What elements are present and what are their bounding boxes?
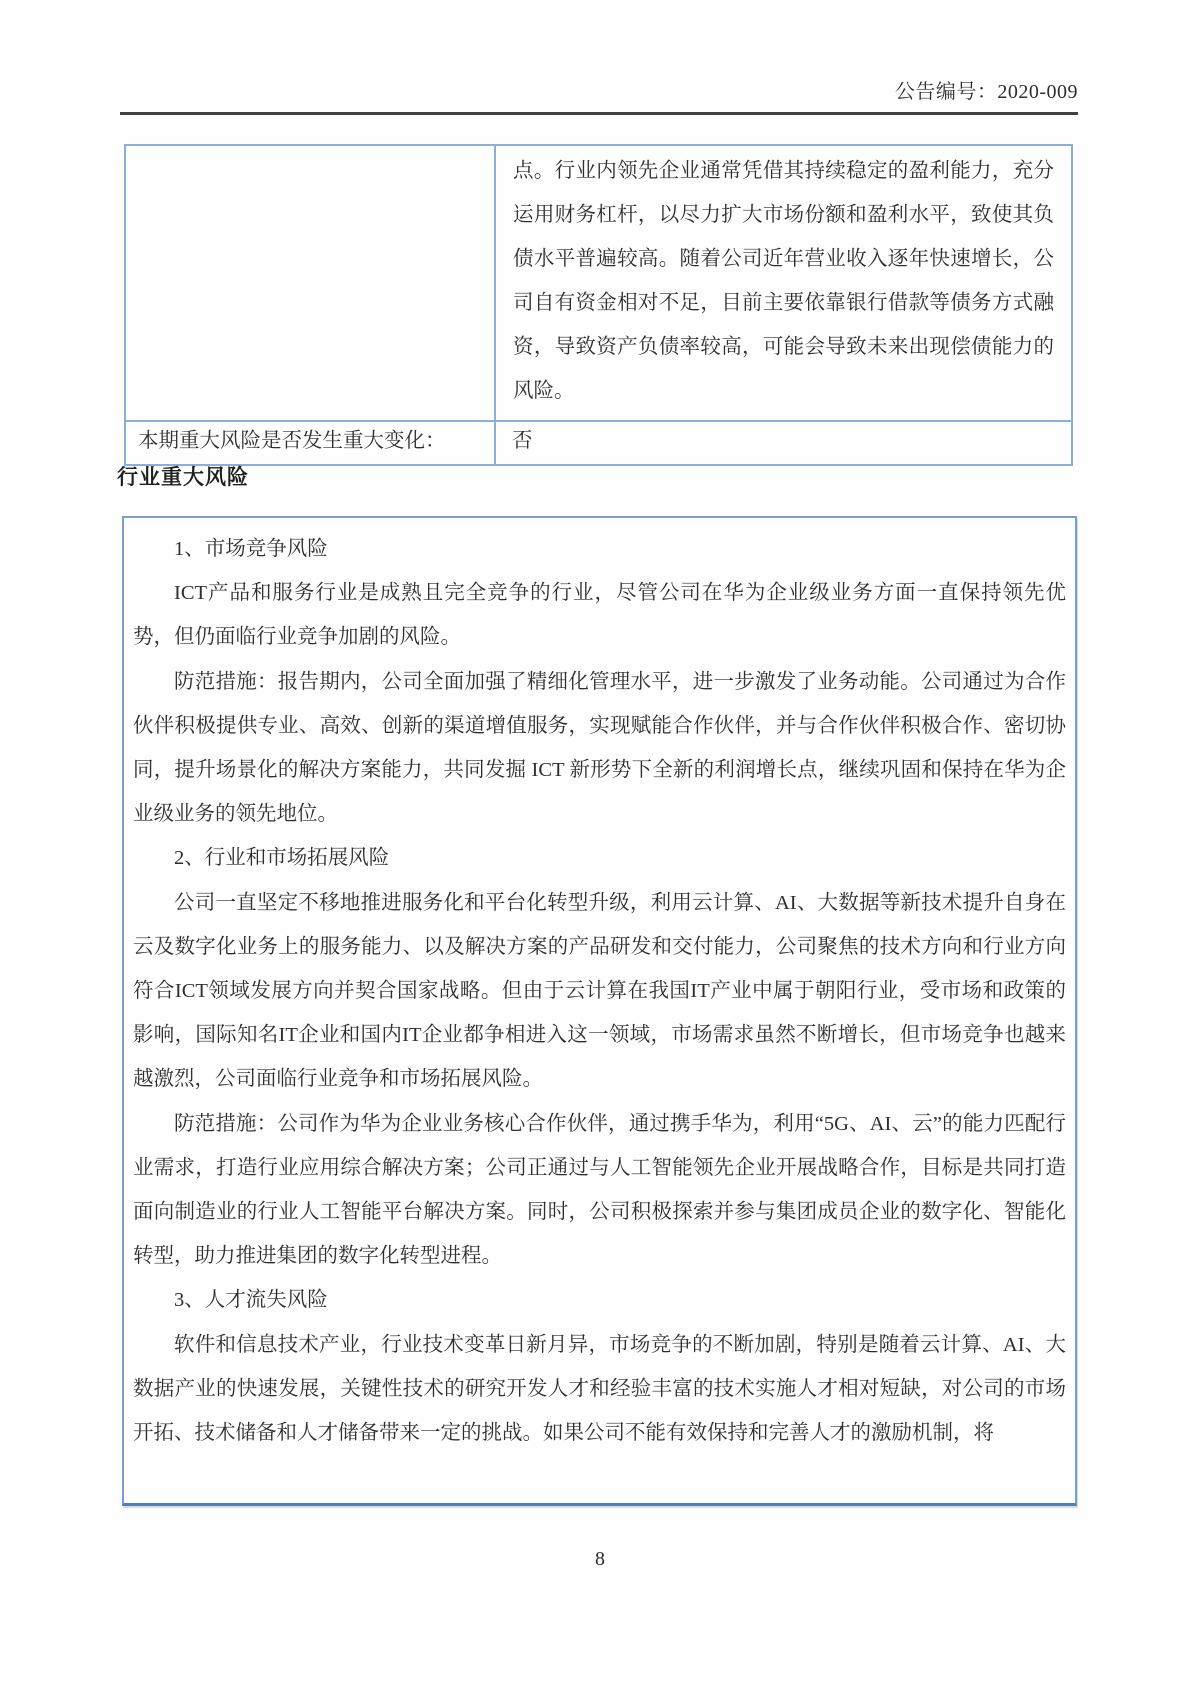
header-divider: [120, 112, 1078, 115]
page-number: 8: [595, 1548, 605, 1570]
announcement-number: 公告编号：2020-009: [894, 81, 1078, 103]
risk-paragraph-1-heading: 1、市场竞争风险: [174, 538, 328, 560]
risk-paragraph-3-heading: 3、人才流失风险: [174, 1289, 328, 1312]
table-row-risk-detail: [125, 145, 1072, 421]
change-answer-value: 否: [495, 421, 1072, 465]
risk-paragraph-2-measures: 防范措施：公司作为华为企业业务核心合作伙伴，通过携手华为，利用“5G、AI、云”的能力匹配行业需求，打造行业应用综合解决方案；公司正通过与人工智能领先企业开展战略合作，目标是共同打造面向制造业的行业人工智能平台解决方案。同时，公司积极探索并参与集团成员企业的数字化、智能化转型，助力推进集团的数字化转型进程。: [133, 1112, 1066, 1268]
page-footer: [0, 1548, 1200, 1571]
risk-detail-text: 点。行业内领先企业通常凭借其持续稳定的盈利能力，充分运用财务杠杆，以尽力扩大市场份额和盈利水平，致使其负债水平普遍较高。随着公司近年营业收入逐年快速增长，公司自有资金相对不足，目前主要依靠银行借款等债务方式融资，导致资产负债率较高，可能会导致未来出现偿债能力的风险。: [513, 160, 1054, 402]
risk-paragraph-2-body: 公司一直坚定不移地推进服务化和平台化转型升级，利用云计算、AI、大数据等新技术提升自身在云及数字化业务上的服务能力、以及解决方案的产品研发和交付能力，公司聚焦的技术方向和行业方向符合ICT领域发展方向并契合国家战略。但由于云计算在我国IT产业中属于朝阳行业，受市场和政策的影响，国际知名IT企业和国内IT企业都争相进入这一领域，市场需求虽然不断增长，但市场竞争也越来越激烈，公司面临行业竞争和市场拓展风险。: [133, 891, 1066, 1091]
risk-summary-table: [124, 144, 1073, 466]
section-title-industry-risk: 行业重大风险: [117, 465, 249, 489]
risk-paragraph-1-body: ICT产品和服务行业是成熟且完全竞争的行业，尽管公司在华为企业级业务方面一直保持领先优势，但仍面临行业竞争加剧的风险。: [133, 582, 1066, 649]
change-question-label: 本期重大风险是否发生重大变化：: [125, 421, 495, 465]
risk-detail-cell: [495, 145, 1072, 421]
risk-paragraph-1-measures: 防范措施：报告期内，公司全面加强了精细化管理水平，进一步激发了业务动能。公司通过为合作伙伴积极提供专业、高效、创新的渠道增值服务，实现赋能合作伙伴，并与合作伙伴积极合作、密切协同，提升场景化的解决方案能力，共同发掘 ICT 新形势下全新的利润增长点，继续巩固和保持在华为企业级业务的领先地位。: [133, 670, 1066, 826]
risk-paragraph-2-heading: 2、行业和市场拓展风险: [174, 847, 390, 870]
risk-paragraph-3-body: 软件和信息技术产业，行业技术变革日新月异，市场竞争的不断加剧，特别是随着云计算、AI、大数据产业的快速发展，关键性技术的研究开发人才和经验丰富的技术实施人才相对短缺，对公司的市场开拓、技术储备和人才储备带来一定的挑战。如果公司不能有效保持和完善人才的激励机制，将: [133, 1333, 1066, 1445]
industry-risk-box: [122, 516, 1077, 1506]
risk-label-cell-empty: [125, 145, 495, 421]
table-row-change-question: [125, 421, 1072, 465]
